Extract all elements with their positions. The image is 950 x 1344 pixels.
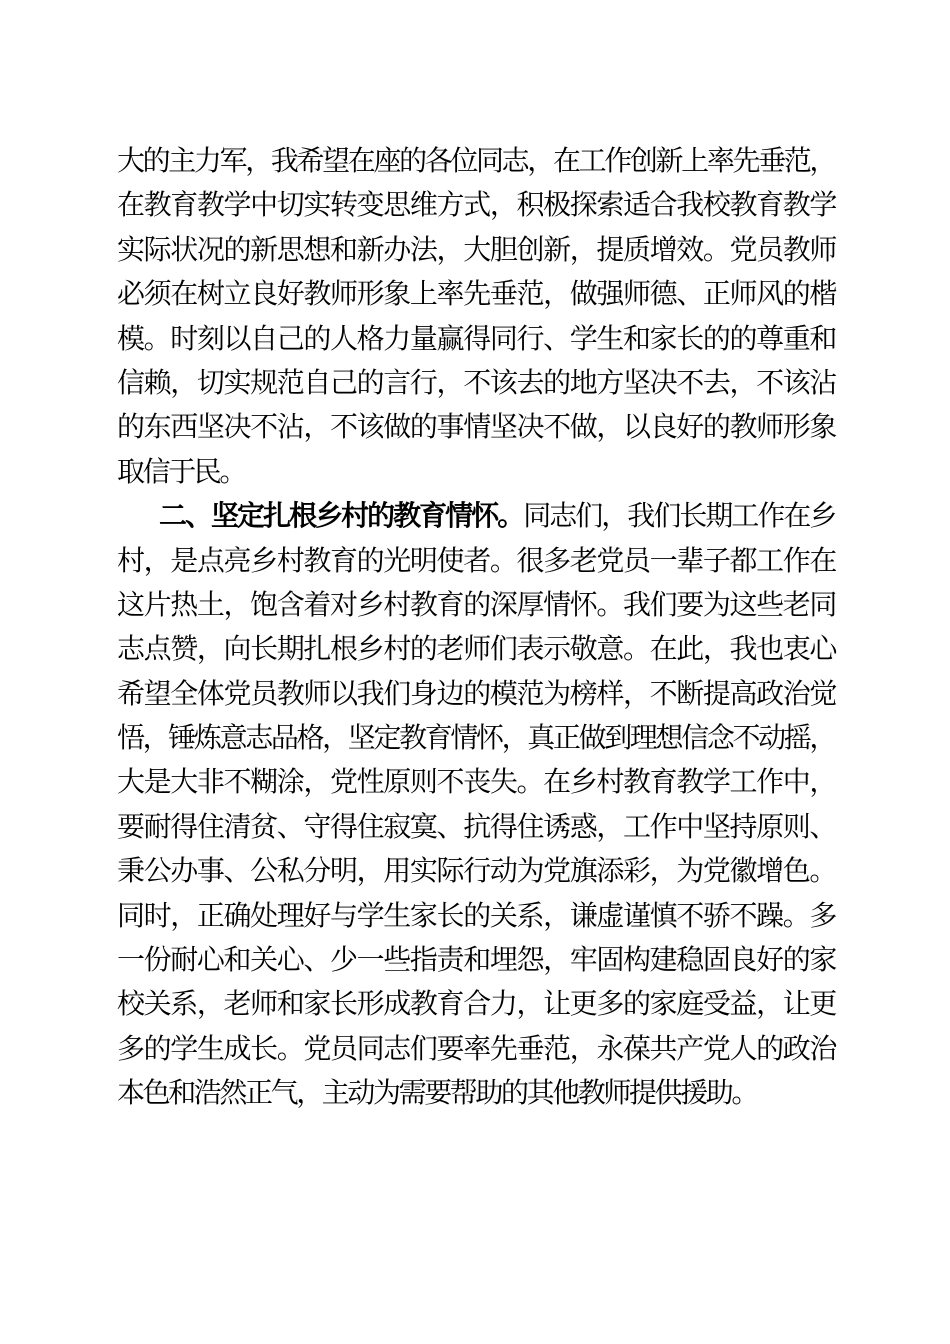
- text-line: [117, 228, 835, 272]
- paragraph-text: 村，是点亮乡村教育的光明使者。很多老党员一辈子都工作在: [117, 543, 835, 577]
- paragraph-text: 校关系，老师和家长形成教育合力，让更多的家庭受益，让更: [117, 987, 835, 1021]
- paragraph-text: 必须在树立良好教师形象上率先垂范，做强师德、正师风的楷: [117, 277, 835, 311]
- text-line: [117, 627, 835, 671]
- section-heading-text: 二、坚定扎根乡村的教育情怀。: [159, 499, 524, 533]
- text-line: [117, 183, 835, 227]
- text-line: [117, 317, 835, 361]
- text-line: [117, 139, 835, 183]
- paragraph-text: 大的主力军，我希望在座的各位同志，在工作创新上率先垂范，: [117, 144, 835, 177]
- text-line: [117, 672, 835, 716]
- paragraph-text: 悟，锤炼意志品格，坚定教育情怀，真正做到理想信念不动摇，: [117, 721, 835, 755]
- text-line: [117, 982, 835, 1026]
- paragraph-text: 这片热土，饱含着对乡村教育的深厚情怀。我们要为这些老同: [117, 587, 835, 621]
- text-line: [117, 405, 835, 449]
- text-line: [117, 849, 835, 893]
- paragraph-text: 大是大非不糊涂，党性原则不丧失。在乡村教育教学工作中，: [117, 765, 835, 799]
- paragraph-text: 的东西坚决不沾，不该做的事情坚决不做，以良好的教师形象: [117, 410, 835, 444]
- text-line: [117, 539, 835, 583]
- document-body: [117, 139, 835, 1116]
- text-line: [117, 450, 835, 494]
- text-line: [117, 583, 835, 627]
- paragraph-text: 志点赞，向长期扎根乡村的老师们表示敬意。在此，我也衷心: [117, 632, 835, 666]
- paragraph-text: 信赖，切实规范自己的言行，不该去的地方坚决不去，不该沾: [117, 365, 835, 399]
- paragraph-text: 实际状况的新思想和新办法，大胆创新，提质增效。党员教师: [117, 232, 835, 266]
- text-line: [117, 1071, 835, 1115]
- paragraph-text: 希望全体党员教师以我们身边的模范为榜样，不断提高政治觉: [117, 676, 835, 710]
- paragraph-text: 在教育教学中切实转变思维方式，积极探索适合我校教育教学: [117, 188, 835, 222]
- paragraph-text: 同时，正确处理好与学生家长的关系，谦虚谨慎不骄不躁。多: [117, 898, 835, 932]
- text-line: [117, 894, 835, 938]
- text-line: [117, 494, 835, 538]
- text-line: [117, 361, 835, 405]
- text-line: [117, 716, 835, 760]
- paragraph-text: 同志们，我们长期工作在乡: [523, 499, 836, 533]
- paragraph-text: 多的学生成长。党员同志们要率先垂范，永葆共产党人的政治: [117, 1031, 835, 1065]
- text-line: [117, 272, 835, 316]
- text-line: [117, 805, 835, 849]
- text-line: [117, 938, 835, 982]
- paragraph-text: 要耐得住清贫、守得住寂寞、抗得住诱惑，工作中坚持原则、: [117, 809, 835, 843]
- text-line: [117, 1027, 835, 1071]
- paragraph-text: 一份耐心和关心、少一些指责和埋怨，牢固构建稳固良好的家: [117, 943, 835, 977]
- paragraph-text: 本色和浩然正气，主动为需要帮助的其他教师提供援助。: [117, 1076, 758, 1110]
- paragraph-text: 模。时刻以自己的人格力量赢得同行、学生和家长的的尊重和: [117, 321, 835, 355]
- paragraph-text: 取信于民。: [117, 454, 246, 488]
- paragraph-text: 秉公办事、公私分明，用实际行动为党旗添彩，为党徽增色。: [117, 854, 835, 888]
- text-line: [117, 760, 835, 804]
